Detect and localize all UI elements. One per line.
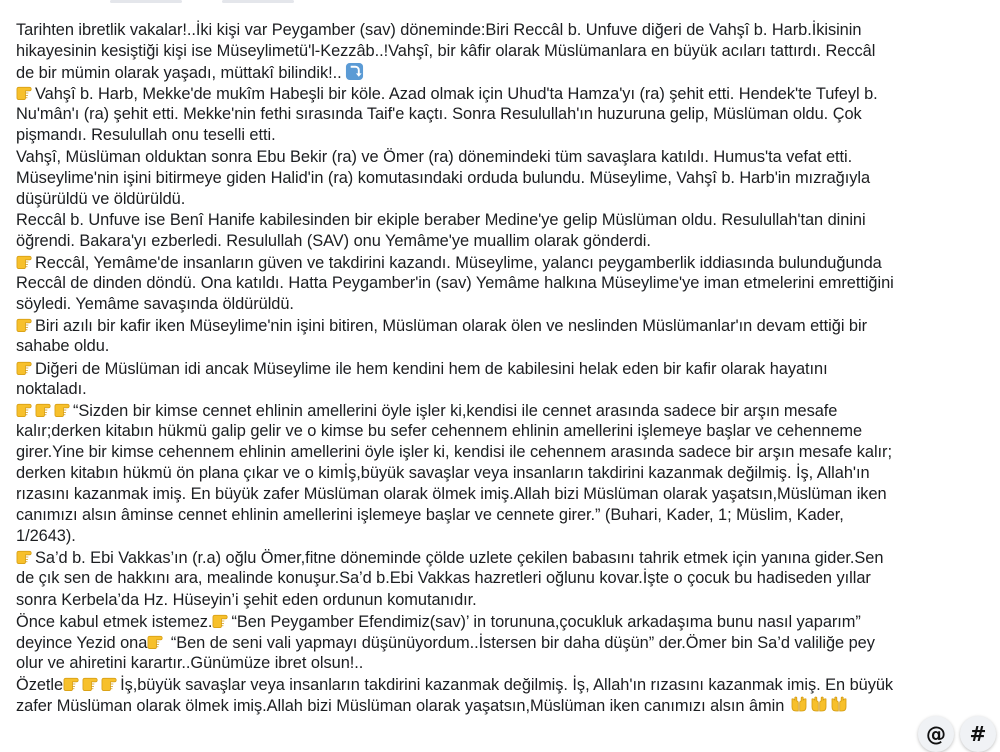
post-line: Diğeri de Müslüman idi ancak Müseylime ile hem kendini hem de kabilesini helak eden bir kafir olarak hayatını [16,358,988,379]
hashtag-button[interactable]: # [960,716,996,752]
post-line: Vahşî b. Harb, Mekke'de mukîm Habeşli bir köle. Azad olmak için Uhud'ta Hamza'yı (ra) şehit etti. Hendek'te Tufeyl b. [16,83,988,104]
post-text [16,20,988,716]
post-line: rızasını kazanmak imiş. En büyük zafer Müslüman olarak ölmek imiş.Allah bizi Müslüman olarak yaşatsın,Müslüman iken [16,485,887,504]
post-line: düşürüldü ve öldürüldü. [16,189,186,208]
post-line: Reccâl de dinden döndü. Ona katıldı. Hatta Peygamber'in (sav) Yemâme halkına Müseylime'ye iman etmelerini emrettiğini [16,274,894,293]
post-line: öğrendi. Bakara'yı ezberledi. Resulullah (SAV) onu Yemâme'ye muallim olarak gönderdi. [16,231,651,250]
post-line: “Sizden bir kimse cennet ehlinin amellerini öyle işler ki,kendisi ile cennet arasında sadece bir arşın mesafe [16,400,988,421]
top-divider-pill [222,0,294,3]
backhand-index-pointing-right-icon [147,632,166,650]
open-hands-icon [809,695,829,713]
post-line: girer.Yine bir kimse cehennem ehlinin amellerini öyle işler ki, kendisi ile cehennem arasında sadece bir arşın mesafe kalır; [16,442,892,461]
post-line: canımızı alsın âminse cennet ehlinin amellerini işlemeye başlar ve cennete girer.” (Buhari, Kader, 1; Müslim, Kader, [16,506,844,525]
mention-button[interactable]: @ [918,716,954,752]
post-line: pişmandı. Resulullah onu teselli etti. [16,126,276,145]
post-line: sahabe oldu. [16,337,110,356]
post-line: derken kitabın hükmü ön plana çıkar ve o kimİş,büyük savaşlar veya insanların takdirini kazanmak değilmiş. İş, Allah'ın [16,463,870,482]
backhand-index-pointing-right-icon [16,252,35,270]
post-line: söyledi. Yemâme savaşında öldürüldü. [16,295,294,314]
backhand-index-pointing-right-icon [54,400,73,418]
backhand-index-pointing-right-icon [16,547,35,565]
open-hands-icon [829,695,849,713]
post-line: hikayesinin kesiştiği kişi ise Müseylimetü'l-Kezzâb..!Vahşî, bir kâfir olarak Müslümanlara en büyük acıları tattırdı. Reccâl [16,42,876,61]
post-line: noktaladı. [16,379,87,398]
post-line: de bir mümin olarak yaşadı, müttakî bilindik!.. [16,62,988,83]
open-hands-icon [789,695,809,713]
post-line: sonra Kerbela’da Hz. Hüseyin’i şehit eden ordunun komutanıdır. [16,590,477,609]
post-line: zafer Müslüman olarak ölmek imiş.Allah bizi Müslüman olarak yaşatsın,Müslüman iken canımızı alsın âmin [16,695,988,716]
backhand-index-pointing-right-icon [35,400,54,418]
post-line: kalır;derken kitabın hükmü galip gelir ve o kimse bu sefer cehennem ehlinin amellerini işlemeye başlar ve cehenneme [16,421,863,440]
backhand-index-pointing-right-icon [212,611,231,629]
post-line: Önce kabul etmek istemez. “Ben Peygamber Efendimiz(sav)’ in torununa,çocukluk arkadaşıma bunu nasıl yaparım” [16,612,861,631]
backhand-index-pointing-right-icon [82,674,101,692]
post-line: Tarihten ibretlik vakalar!..İki kişi var Peygamber (sav) döneminde:Biri Reccâl b. Unfuve diğeri de Vahşî b. Harb.İkisinin [16,21,862,39]
post-line: Biri azılı bir kafir iken Müseylime'nin işini bitiren, Müslüman olarak ölen ve neslinden Müslümanlar'ın devam ettiği bir [16,315,988,336]
post-line: olur ve ahiretini karartır..Günümüze ibret olsun!.. [16,653,364,672]
backhand-index-pointing-right-icon [16,315,35,333]
post-line: Özetle İş,büyük savaşlar veya insanların takdirini kazanmak değilmiş. İş, Allah'ın rızasını kazanmak imiş. En büyük [16,675,894,694]
right-arrow-curving-down-icon [345,62,364,81]
post-line: deyince Yezid ona “Ben de seni vali yapmayı düşünüyordum..İstersen bir daha düşün” der.Ömer bin Sa’d valiliğe pey [16,633,875,652]
top-divider [0,0,1000,6]
backhand-index-pointing-right-icon [16,358,35,376]
post-line: Müseylime'nin işini bitirmeye giden Halid'in (ra) komutasındaki orduda bulundu. Müseylime, Vahşî b. Harb'in mızrağıyla [16,168,871,187]
backhand-index-pointing-right-icon [16,83,35,101]
post-line: Reccâl, Yemâme'de insanların güven ve takdirini kazandı. Müseylime, yalancı peygamberlik iddiasında bulunduğunda [16,252,988,273]
post-line: Nu'mân'ı (ra) şehit etti. Mekke'nin fethi sırasında Taif'e kaçtı. Sonra Resulullah'ın huzuruna gelip, Müslüman oldu. Çok [16,105,862,124]
backhand-index-pointing-right-icon [16,400,35,418]
top-divider-pill [110,0,182,3]
backhand-index-pointing-right-icon [101,674,120,692]
post-line: de çık sen de hakkını ara, mealinde konuşur.Sa’d b.Ebi Vakkas hazretleri oğlunu kovar.İşte o çocuk bu hadiseden yıllar [16,569,871,588]
post-line: Sa’d b. Ebi Vakkas’ın (r.a) oğlu Ömer,fitne döneminde çölde uzlete çekilen babasını tahrik etmek için yanına gider.Sen [16,547,988,568]
post-line: Reccâl b. Unfuve ise Benî Hanife kabilesinden bir ekiple beraber Medine'ye gelip Müslüman oldu. Resulullah'tan dinini [16,210,866,229]
backhand-index-pointing-right-icon [63,674,82,692]
post-line: 1/2643). [16,527,76,546]
post-line: Vahşî, Müslüman olduktan sonra Ebu Bekir (ra) ve Ömer (ra) dönemindeki tüm savaşlara katıldı. Humus'ta vefat etti. [16,147,853,166]
